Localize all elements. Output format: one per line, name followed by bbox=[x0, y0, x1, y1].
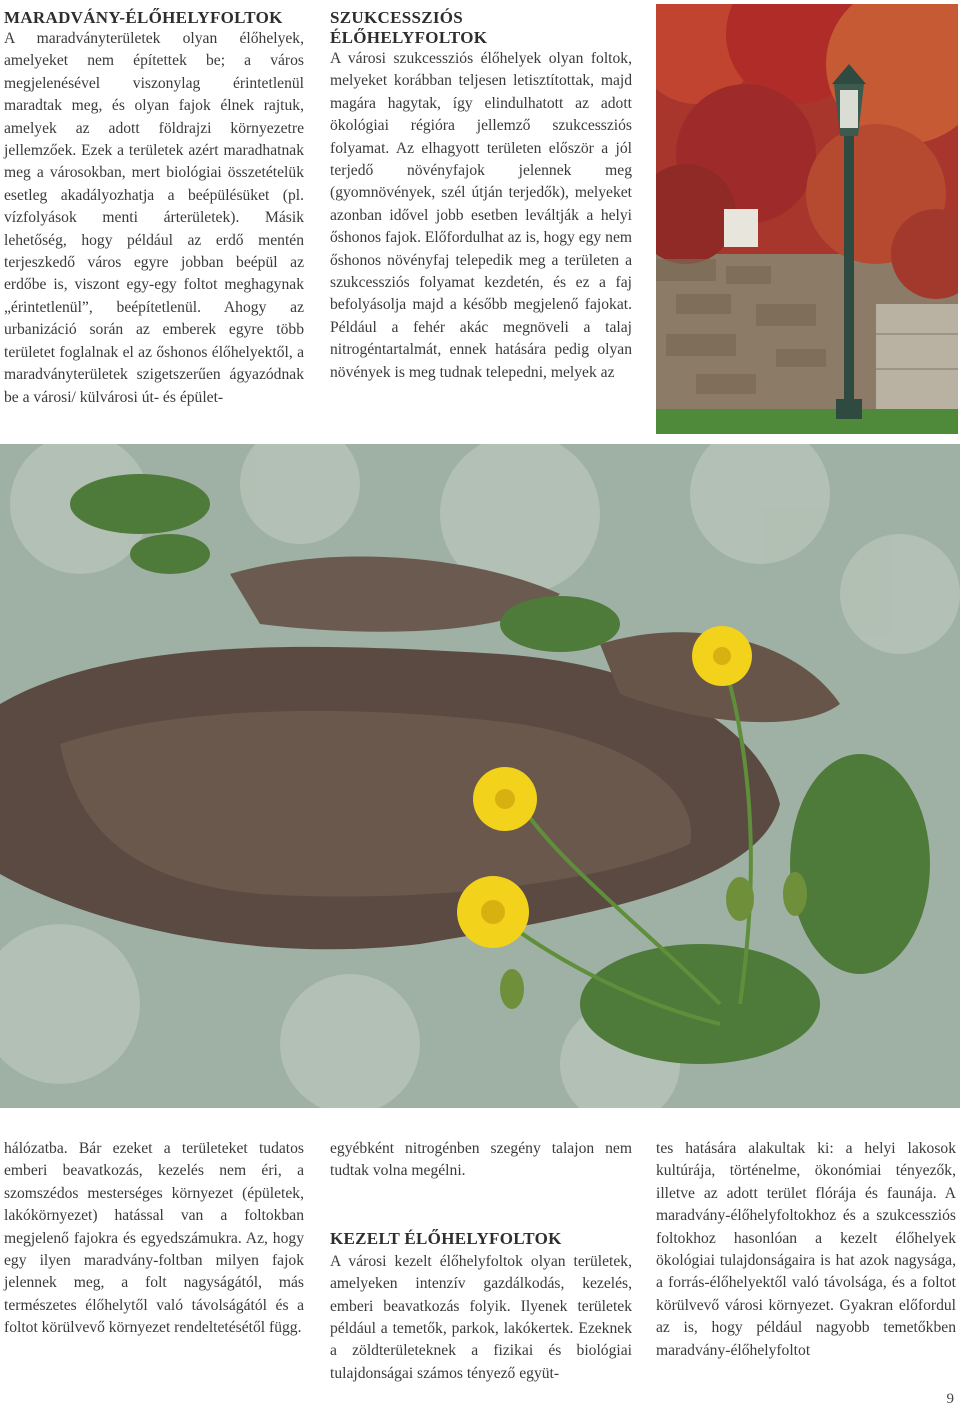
remnant-habitat-heading: MARADVÁNY-ÉLŐHELYFOLTOK bbox=[4, 8, 283, 27]
successional-habitat-heading bbox=[330, 8, 632, 48]
remnant-habitat-text: A maradványterületek olyan élőhelyek, amelyeket nem építettek be; a város megjelenésével viszonylag érintetlenül maradtak meg, és olyan fajok élnek rajtuk, amelyek az adott földrajzi környezetre jellemzőek. Ezek a területek azért maradhatnak meg a városokban, mert biológiai összetételük esetleg akadályozhatja a beépülésüket (pl. vízfolyások menti árterületek). Másik lehetőség, hogy például az erdő mentén terjeszkedő város egyre jobban beépül az erdőbe is, viszont egy-egy foltot meghagynak „érintetlenül”, beépítetlenül. Ahogy az urbanizáció során az emberek egyre több területet foglalnak el az őshonos élőhelyektől, a maradványterületek szigetszerűen ágyazódnak be a városi/ külvárosi út- és épület- bbox=[4, 30, 304, 406]
rock-wall-dandelion-photo bbox=[0, 444, 960, 1108]
managed-habitat-heading: KEZELT ÉLŐHELYFOLTOK bbox=[330, 1228, 562, 1248]
managed-habitat-text: A városi kezelt élőhelyfoltok olyan területek, amelyeken intenzív gazdálkodás, kezelés, emberi beavatkozás folyik. Ilyenek területek például a temetők, parkok, lakókertek. Ezeknek a zöldterületeknek a fizikai és biológiai tulajdonságai számos tényező együt- bbox=[330, 1252, 632, 1382]
managed-habitat-column bbox=[330, 1138, 632, 1385]
remnant-habitat-continued-text: hálózatba. Bár ezeket a területeket tudatos emberi beavatkozás, kezelés nem éri, a szomszédos mesterséges környezet (épületek, lakókörnyezet) hatással van a foltokban megjelenő fajokra és egyedszámukra. Az, hogy egy ilyen maradvány-foltban milyen fajok jelennek meg, a folt nagyságától, más természetes élőhelytől való távolságától és a foltot körülvevő környezet rendeltetésétől függ. bbox=[4, 1140, 304, 1337]
page-number: 9 bbox=[946, 1391, 954, 1407]
remnant-habitat-continued-column bbox=[4, 1138, 304, 1340]
remnant-habitat-column bbox=[4, 8, 304, 409]
rock-wall-dandelion-illustration bbox=[0, 444, 960, 1108]
successional-heading-line1: SZUKCESSZIÓS bbox=[330, 8, 464, 27]
successional-habitat-text: A városi szukcessziós élőhelyek olyan foltok, melyeket korábban teljesen letisztítottak, majd magára hagytak, így elindulhatott az adott ökológiai régióra jellemző szukcessziós folyamat. Az elhagyott területen először a jól terjedő növényfajok jelennek meg (gyomnövények, szél útján terjedők), melyeket azonban idővel jobb esetben leváltják a helyi őshonos fajok. Előfordulhat az is, hogy egy nem őshonos növényfaj telepedik meg a területen a szukcessziós folyamat kezdetén, és ez a faj befolyásolja majd a később megjelenő fajokat. Például a fehér akác megnöveli a talaj nitrogéntartalmát, ennek hatására pedig olyan növények is meg tudnak telepedni, melyek az bbox=[330, 50, 632, 381]
successional-habitat-end-text: egyébként nitrogénben szegény talajon nem tudtak volna megélni. bbox=[330, 1140, 632, 1180]
lamp-post-ivy-wall-illustration bbox=[656, 4, 958, 434]
successional-heading-line2: ÉLŐHELYFOLTOK bbox=[330, 28, 488, 47]
lamp-post-ivy-wall-photo bbox=[656, 4, 958, 434]
managed-habitat-continued-text: tes hatására alakultak ki: a helyi lakosok kultúrája, történelme, ökonómiai tényezők, illetve az adott terület flórája és faunája. A maradvány-élőhelyfoltokhoz és a szukcessziós foltokhoz hasonlóan a kezelt élőhelyek ökológiai tulajdonságaira is hat azok nagysága, a forrás-élőhelyektől való távolsága, és a foltot körülvevő városi környezet. Gyakran előfordul az is, hogy például nagyobb temetőkben maradvány-élőhelyfoltot bbox=[656, 1140, 956, 1359]
managed-habitat-continued-column bbox=[656, 1138, 956, 1362]
successional-habitat-column bbox=[330, 8, 632, 384]
